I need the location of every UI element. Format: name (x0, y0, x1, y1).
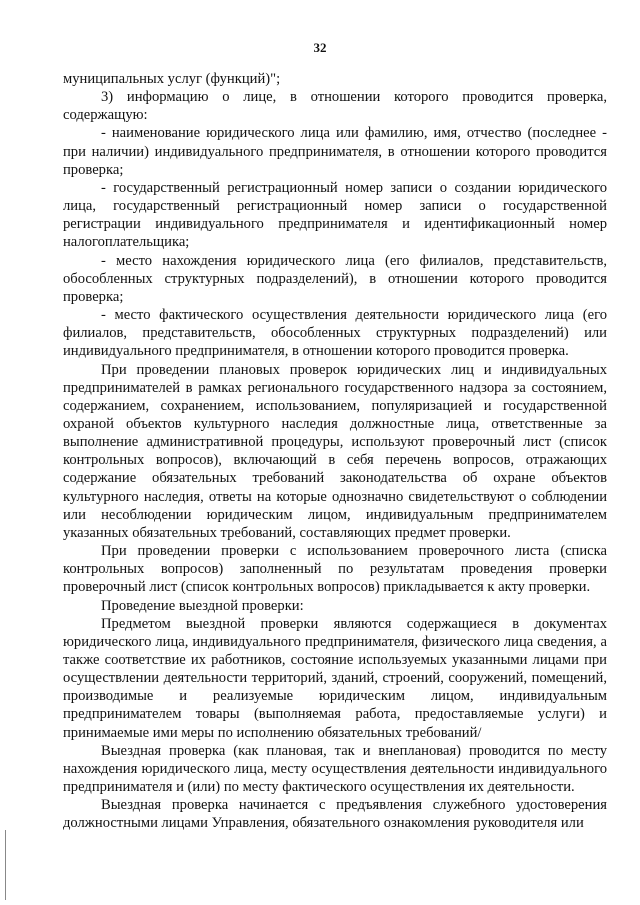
paragraph-bullet-location: - место нахождения юридического лица (его филиалов, представительств, обособленных структурных подразделений), в отношении которого проводится проверка; (63, 252, 607, 305)
paragraph-onsite-start: Выездная проверка начинается с предъявления служебного удостоверения должностными лицами Управления, обязательного ознакомления руководителя или (63, 797, 607, 832)
paragraph-bullet-actual-place: - место фактического осуществления деятельности юридического лица (его филиалов, представительств, обособленных структурных подразделений) или индивидуального предпринимателя, в отношении которого проводится проверка. (63, 307, 607, 360)
paragraph-bullet-name: - наименование юридического лица или фамилию, имя, отчество (последнее - при наличии) индивидуального предпринимателя, в отношении которого проводится проверка; (63, 125, 607, 178)
page-number: 32 (313, 40, 327, 55)
paragraph-checklist-attachment: При проведении проверки с использованием проверочного листа (списка контрольных вопросов) заполненный по результатам проведения проверки проверочный лист (список контрольных вопросов) прикладывается к акту проверки. (63, 543, 607, 596)
paragraph-bullet-registration-number: - государственный регистрационный номер записи о создании юридического лица, государственный регистрационный номер записи о государственной регистрации индивидуального предпринимателя и идентификационный номер налогоплательщика; (63, 179, 607, 251)
paragraph-item-3: 3) информацию о лице, в отношении которого проводится проверка, содержащую: (63, 89, 607, 124)
paragraph-onsite-subject: Предметом выездной проверки являются содержащиеся в документах юридического лица, индивидуального предпринимателя, физического лица сведения, а также соответствие их работников, состояние используемых указанными лицами при осуществлении деятельности территорий, зданий, строений, сооружений, помещений, производимые и реализуемые юридическим лицом, индивидуальным предпринимателем товары (выполняемая работа, предоставляемые услуги) и принимаемые ими меры по исполнению обязательных требований/ (63, 615, 607, 741)
paragraph-checklist-planned: При проведении плановых проверок юридических лиц и индивидуальных предпринимателей в рамках регионального государственного надзора за состоянием, содержанием, сохранением, использованием, популяризацией и государственной охраной объектов культурного наследия должностные лица, ответственные за выполнение административной процедуры, используют проверочный лист (список контрольных вопросов), включающий в себя перечень вопросов, отражающих содержание обязательных требований законодательства об охране объектов культурного наследия, ответы на которые однозначно свидетельствуют о соблюдении или несоблюдении юридическим лицом, индивидуальным предпринимателем указанных обязательных требований, составляющих предмет проверки. (63, 361, 607, 541)
paragraph-onsite-heading: Проведение выездной проверки: (101, 597, 304, 614)
paragraph-onsite-place: Выездная проверка (как плановая, так и внеплановая) проводится по месту нахождения юридического лица, месту осуществления деятельности индивидуального предпринимателя и (или) по месту фактического осуществления их деятельности. (63, 742, 607, 796)
paragraph-continuation: муниципальных услуг (функций)"; (63, 71, 281, 87)
document-body (63, 70, 607, 833)
scan-edge-line (5, 830, 6, 900)
